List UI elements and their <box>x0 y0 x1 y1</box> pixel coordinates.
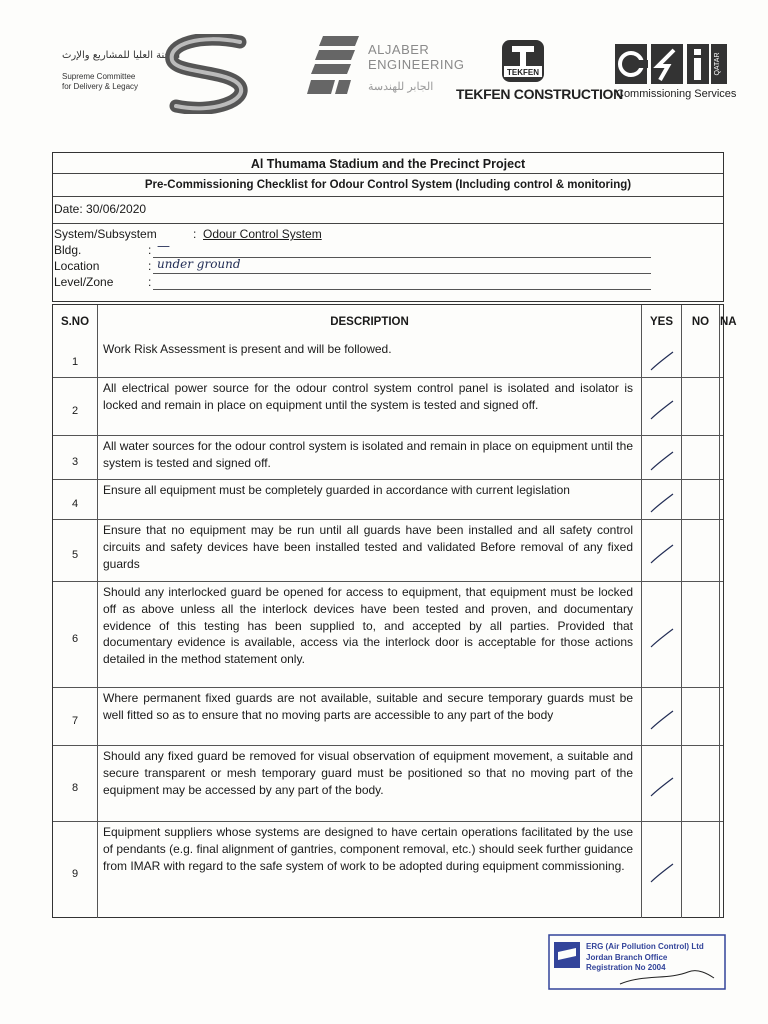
na-cell <box>719 520 723 582</box>
table-row <box>53 519 723 582</box>
level-line <box>153 289 651 290</box>
bldg-value: — <box>157 239 170 254</box>
na-cell <box>719 746 723 822</box>
table-row <box>53 745 723 822</box>
table-row <box>53 687 723 746</box>
table-header-row <box>53 305 737 339</box>
table-row <box>53 435 723 480</box>
supreme-committee-arabic: اللجنة العليا للمشاريع والإرث <box>62 50 181 61</box>
row-description: Ensure that no equipment may be run until all guards have been installed and all safety control circuits and safety devices have been installed tested and validated Before removal of any fixed guards <box>103 523 633 571</box>
tekfen-logo-icon <box>500 38 546 84</box>
system-label: System/Subsystem <box>54 227 157 241</box>
level-colon: : <box>148 275 152 289</box>
system-value: Odour Control System <box>203 227 322 241</box>
row-number: 8 <box>71 782 79 794</box>
csi-qatar-text: QATAR <box>714 52 721 76</box>
row-description: Should any fixed guard be removed for visual observation of equipment movement, a suitable and secure transparent or mesh temporary guard must be positioned so that no moving part of the equipment may be accessed by any part of the body. <box>103 749 633 797</box>
level-label: Level/Zone <box>54 275 114 289</box>
sno-cell <box>53 688 97 746</box>
yes-tick-icon <box>647 709 677 733</box>
table-row <box>53 339 723 377</box>
no-cell <box>681 480 719 520</box>
sno-cell <box>53 822 97 918</box>
na-cell <box>719 436 723 480</box>
row-description: All electrical power source for the odour control system control panel is isolated and isolator is locked and remain in place on equipment until the system is tested and signed off. <box>103 381 633 412</box>
tekfen-badge-text: TEKFEN <box>507 68 539 77</box>
sno-cell <box>53 520 97 582</box>
row-description: Equipment suppliers whose systems are designed to have certain operations facilitated by the use of pendants (e.g. final alignment of gantries, component removal, etc.) should seek further guidance from IMAR with regard to the safe system of work to be adopted during equipment commissioning. <box>103 825 633 873</box>
no-cell <box>681 582 719 688</box>
row-description: Should any interlocked guard be opened for access to equipment, that equipment must be locked off as above unless all the interlock devices have been tested and proven, and documentary evidence of this testing has been supplied to, and accepted by all parties. Provided that documentary evidence is available, access via the interlock door is acceptable for those actions detailed in the method statement only. <box>103 585 633 667</box>
sno-cell <box>53 436 97 480</box>
location-value: under ground <box>157 257 241 271</box>
aljaber-name: ALJABER ENGINEERING <box>368 42 465 72</box>
row-number: 4 <box>71 498 79 510</box>
csi-name: Commissioning Services <box>616 88 737 100</box>
location-colon: : <box>148 259 152 273</box>
table-row <box>53 479 723 520</box>
bldg-colon: : <box>148 243 152 257</box>
no-cell <box>681 822 719 918</box>
csi-logo-icon <box>614 40 730 86</box>
row-number: 5 <box>71 549 79 561</box>
logo-header <box>0 0 768 130</box>
header-na: NA <box>719 305 723 339</box>
table-row <box>53 821 723 918</box>
date-field: Date: 30/06/2020 <box>53 196 723 224</box>
row-number: 7 <box>71 715 79 727</box>
header-description: DESCRIPTION <box>97 305 641 339</box>
yes-tick-icon <box>647 450 677 474</box>
checklist-table <box>52 304 737 918</box>
aljaber-logo-icon <box>305 36 365 98</box>
table-row <box>53 581 723 688</box>
sno-cell <box>53 480 97 520</box>
sno-cell <box>53 582 97 688</box>
stamp-text: ERG (Air Pollution Control) Ltd Jordan Branch Office Registration No 2004 <box>586 942 704 972</box>
na-cell <box>719 378 723 436</box>
na-cell <box>719 480 723 520</box>
na-cell <box>719 688 723 746</box>
row-description: Where permanent fixed guards are not available, suitable and secure temporary guards must be well fitted so as to ensure that no moving parts are accessible to any part of the body <box>103 691 633 722</box>
no-cell <box>681 520 719 582</box>
row-number: 9 <box>71 868 79 880</box>
yes-tick-icon <box>647 492 677 516</box>
no-cell <box>681 436 719 480</box>
row-number: 1 <box>71 356 79 368</box>
yes-tick-icon <box>647 399 677 423</box>
row-number: 6 <box>71 633 79 645</box>
row-number: 3 <box>71 456 79 468</box>
yes-tick-icon <box>647 543 677 567</box>
row-description: Work Risk Assessment is present and will be followed. <box>103 342 392 356</box>
location-label: Location <box>54 259 100 273</box>
supreme-committee-s-logo-icon <box>160 34 260 114</box>
na-cell <box>719 822 723 918</box>
system-colon: : <box>193 227 197 241</box>
sno-cell <box>53 339 97 377</box>
row-number: 2 <box>71 405 79 417</box>
location-line <box>153 273 651 274</box>
table-row <box>53 377 723 436</box>
sno-cell <box>53 378 97 436</box>
na-cell <box>719 339 723 377</box>
row-description: All water sources for the odour control system is isolated and remain in place on equipment until the system is tested and signed off. <box>103 439 633 470</box>
header-no: NO <box>681 305 719 339</box>
supreme-committee-name: Supreme Committee for Delivery & Legacy <box>62 72 139 91</box>
header-yes: YES <box>641 305 681 339</box>
tekfen-name: TEKFEN CONSTRUCTION <box>456 86 623 102</box>
no-cell <box>681 339 719 377</box>
no-cell <box>681 378 719 436</box>
checklist-subtitle: Pre-Commissioning Checklist for Odour Control System (Including control & monitoring) <box>53 173 723 197</box>
no-cell <box>681 746 719 822</box>
row-description: Ensure all equipment must be completely guarded in accordance with current legislation <box>103 483 570 497</box>
yes-tick-icon <box>647 862 677 886</box>
na-cell <box>719 582 723 688</box>
no-cell <box>681 688 719 746</box>
company-stamp <box>548 934 726 992</box>
bldg-label: Bldg. <box>54 243 82 257</box>
yes-tick-icon <box>647 776 677 800</box>
project-title: Al Thumama Stadium and the Precinct Project <box>53 153 723 174</box>
aljaber-arabic: الجابر للهندسة <box>368 81 434 93</box>
checklist-header-form <box>52 152 724 302</box>
yes-tick-icon <box>647 627 677 651</box>
yes-tick-icon <box>647 350 677 374</box>
header-sno: S.NO <box>60 316 90 328</box>
sno-cell <box>53 746 97 822</box>
